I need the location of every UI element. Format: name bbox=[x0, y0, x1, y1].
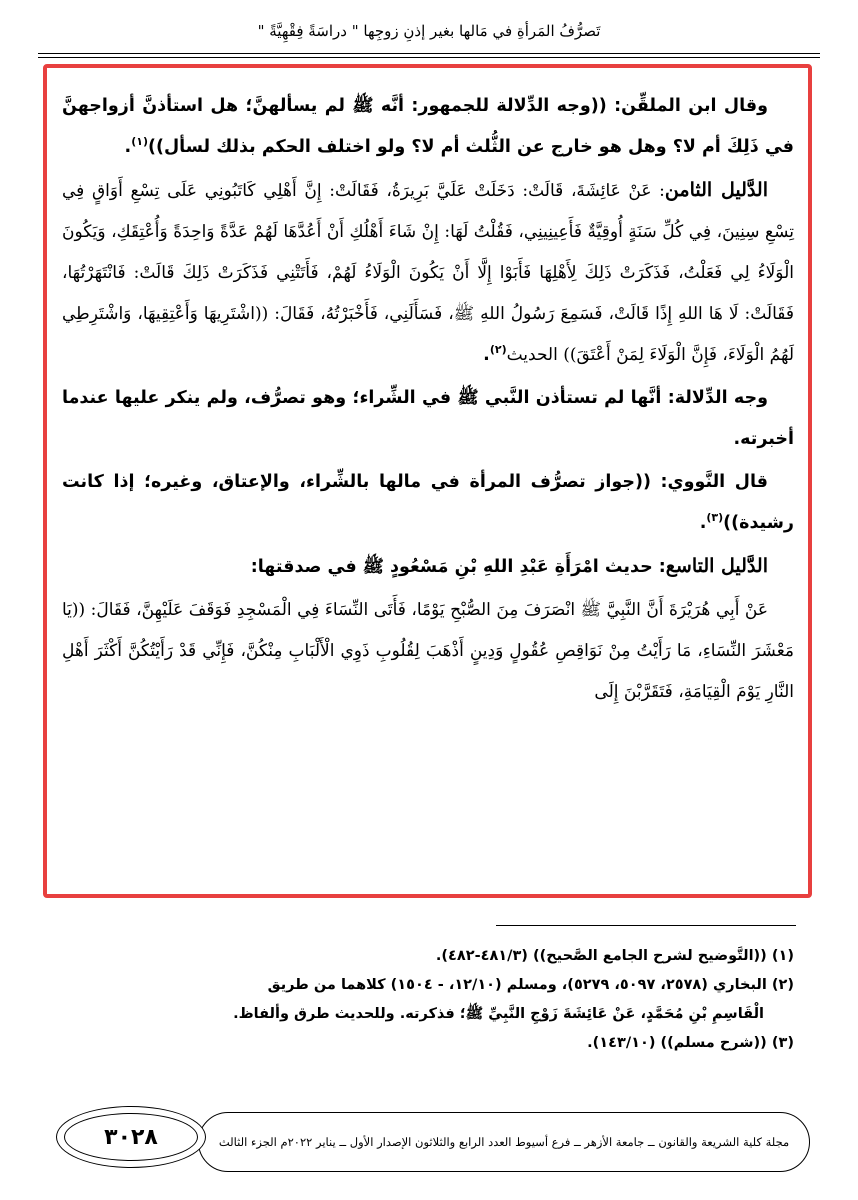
footnote-ref-2: (٢) bbox=[489, 343, 507, 357]
paragraph-ninth-evidence bbox=[62, 546, 794, 588]
evidence-heading-eighth: الدَّليل الثامن bbox=[664, 179, 768, 201]
footnote-ref-3: (٣) bbox=[706, 511, 724, 525]
footnote-2-line-1: (٢) البخاري (٢٥٧٨، ٥٠٩٧، ٥٢٧٩)، ومسلم (١٢/١٠، - ١٥٠٤) كلاهما من طريق bbox=[267, 977, 794, 993]
footnote-2-line-2: الْقَاسِمِ بْنِ مُحَمَّدٍ، عَنْ عَائِشَةَ زَوْجِ النَّبِيِّ ﷺ؛ فذكرته. وللحديث طرق وألفاظ. bbox=[233, 1006, 764, 1022]
page-header: تَصرُّفُ المَرأةِ في مَالها بغير إذنِ زوجِها " دراسَةً فِقْهِيَّةً " bbox=[257, 22, 601, 40]
footnote-separator bbox=[496, 925, 796, 926]
header-rule-secondary bbox=[38, 57, 820, 58]
hadith-text-barira: : عَنْ عَائِشَةَ، قَالَتْ: دَخَلَتْ عَلَيَّ بَرِيرَةُ، فَقَالَتْ: إِنَّ أَهْلِي كَاتَبُونِي عَلَى تِسْعِ أَوَاقٍ فِي تِسْعِ سِنِينَ، فِي كُلِّ سَنَةٍ أُوقِيَّةٌ فَأَعِينِينِي، فَقُلْتُ لَهَا: إِنْ شَاءَ أَهْلُكِ أَنْ أَعُدَّهَا لَهُمْ عَدَّةً وَاحِدَةً وَأُعْتِقَكِ، وَيَكُونَ الْوَلَاءُ لِي فَعَلْتُ، فَذَكَرَتْ ذَلِكَ لِأَهْلِهَا فَأَبَوْا إِلَّا أَنْ يَكُونَ الْوَلَاءُ لَهُمْ، فَأَتَتْنِي فَذَكَرَتْ ذَلِكَ قَالَتْ: فَانْتَهَرْتُهَا، فَقَالَتْ: لَا هَا اللهِ إِذًا قَالَتْ، فَسَمِعَ رَسُولُ اللهِ ﷺ، فَسَأَلَنِي، فَأَخْبَرْتُهُ، فَقَالَ: ((اشْتَرِيهَا وَأَعْتِقِيهَا، وَاشْتَرِطِي لَهُمُ الْوَلَاءَ، فَإِنَّ الْوَلَاءَ لِمَنْ أَعْتَقَ)) الحديث bbox=[62, 181, 794, 365]
paragraph-nawawi: قال النَّووي: ((جواز تصرُّف المرأة في مالها بالشِّراء، والإعتاق، وغيره؛ إذا كانت رشيدة))$^{(٣)}$. bbox=[62, 472, 794, 533]
footnote-1: (١) ((التَّوضيح لشرح الجامع الصَّحيح)) (٤٨١/٣-٤٨٢). bbox=[435, 948, 794, 964]
page-number-badge bbox=[56, 1106, 206, 1168]
paragraph-hadith-abu-huraira: عَنْ أَبِي هُرَيْرَةَ أَنَّ النَّبِيَّ ﷺ انْصَرَفَ مِنَ الصُّبْحِ يَوْمًا، فَأَتَى النِّسَاءَ فِي الْمَسْجِدِ فَوَقَفَ عَلَيْهِنَّ، فَقَالَ: ((يَا مَعْشَرَ النِّسَاءِ، مَا رَأَيْتُ مِنْ نَوَاقِصِ عُقُولٍ وَدِينٍ أَذْهَبَ لِقُلُوبِ ذَوِي الْأَلْبَابِ مِنْكُنَّ، فَإِنِّي قَدْ رَأَيْتُكُنَّ أَكْثَرَ أَهْلِ النَّارِ يَوْمَ الْقِيَامَةِ، فَتَقَرَّبْنَ إِلَى bbox=[62, 600, 794, 702]
journal-info: مجلة كلية الشريعة والقانون ــ جامعة الأزهر ــ فرع أسيوط العدد الرابع والثلاثون الإصدار الأول ــ يناير ٢٠٢٢م الجزء الثالث bbox=[198, 1112, 810, 1172]
paragraph-text: وقال ابن الملقِّن: ((وجه الدِّلالة للجمهور: أنَّه ﷺ لم يسألهنَّ؛ هل استأذنَّ أزواجهنَّ في ذَلِكَ أم لا؟ وهل هو خارج عن الثُّلث أم لا؟ ولو اختلف الحكم بذلك لسأل)) bbox=[62, 96, 794, 157]
paragraph-eighth-evidence: الدَّليل الثامن: عَنْ عَائِشَةَ، قَالَتْ: دَخَلَتْ عَلَيَّ بَرِيرَةُ، فَقَالَتْ: إِنَّ أَهْلِي كَاتَبُونِي عَلَى تِسْعِ أَوَاقٍ فِي تِسْعِ سِنِينَ، فِي كُلِّ سَنَةٍ أُوقِيَّةٌ فَأَعِينِينِي، فَقُلْتُ لَهَا: إِنْ شَاءَ أَهْلُكِ أَنْ أَعُدَّهَا لَهُمْ عَدَّةً وَاحِدَةً وَأُعْتِقَكِ، وَيَكُونَ الْوَلَاءُ لِي فَعَلْتُ، فَذَكَرَتْ ذَلِكَ لِأَهْلِهَا فَأَبَوْا إِلَّا أَنْ يَكُونَ الْوَلَاءُ لَهُمْ، فَأَتَتْنِي فَذَكَرَتْ ذَلِكَ قَالَتْ: فَانْتَهَرْتُهَا، فَقَالَتْ: لَا هَا اللهِ إِذًا قَالَتْ، فَسَمِعَ رَسُولُ اللهِ ﷺ، فَسَأَلَنِي، فَأَخْبَرْتُهُ، فَقَالَ: ((اشْتَرِيهَا وَأَعْتِقِيهَا، وَاشْتَرِطِي لَهُمُ الْوَلَاءَ، فَإِنَّ الْوَلَاءَ لِمَنْ أَعْتَقَ)) الحديث$^{(٢)}$. bbox=[62, 179, 794, 365]
footnote-ref-1: (١) bbox=[131, 135, 148, 149]
footnotes bbox=[62, 942, 794, 1058]
footnote-3: (٣) ((شرح مسلم)) (١٤٣/١٠). bbox=[587, 1035, 794, 1051]
paragraph-text: : حديث امْرَأَةِ عَبْدِ اللهِ بْنِ مَسْعُودٍ ﷺ في صدقتها: bbox=[250, 557, 666, 577]
paragraph-text: قال النَّووي: ((جواز تصرُّف المرأة في مالها بالشِّراء، والإعتاق، وغيره؛ إذا كانت رشيدة)) bbox=[62, 472, 794, 533]
evidence-heading-ninth: الدَّليل التاسع bbox=[665, 555, 768, 577]
paragraph-ibn-mulaqqin: وقال ابن الملقِّن: ((وجه الدِّلالة للجمهور: أنَّه ﷺ لم يسألهنَّ؛ هل استأذنَّ أزواجهنَّ في ذَلِكَ أم لا؟ وهل هو خارج عن الثُّلث أم لا؟ ولو اختلف الحكم بذلك لسأل))$^{(١)}$. bbox=[62, 96, 794, 157]
main-text bbox=[62, 86, 794, 715]
paragraph-evidence-point: وجه الدِّلالة: أنَّها لم تستأذن النَّبي ﷺ في الشِّراء؛ وهو تصرُّف، ولم ينكر عليها عندما أخبرته. bbox=[62, 388, 794, 449]
page-footer bbox=[56, 1106, 810, 1176]
page-number: ٣٠٢٨ bbox=[64, 1113, 198, 1161]
header-rule bbox=[38, 53, 820, 54]
